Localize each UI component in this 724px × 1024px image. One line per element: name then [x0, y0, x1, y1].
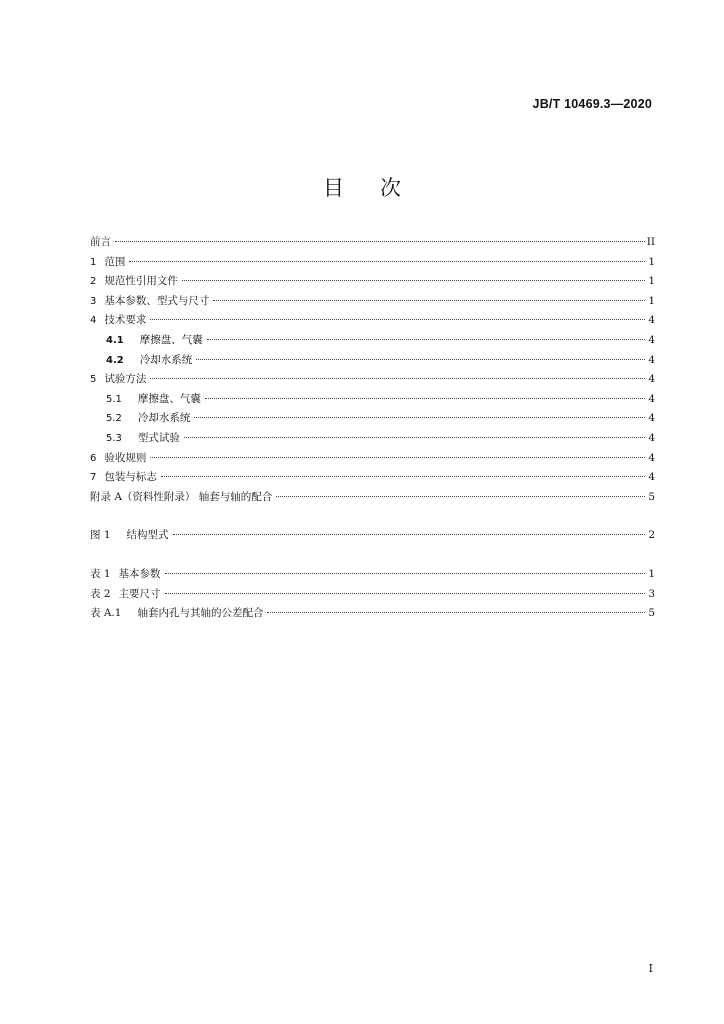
toc-entry-label: 前言 [90, 236, 111, 248]
toc-entry-number: 4.2 [106, 354, 124, 366]
toc-entry-page: 4 [648, 353, 655, 366]
spacer [90, 546, 655, 565]
toc-entry-number: 表 2 [90, 587, 111, 600]
toc-entry-label: 验收规则 [104, 451, 147, 464]
toc-entry-page: 3 [648, 587, 655, 600]
toc-entry-number: 5.1 [106, 393, 122, 405]
dot-leader [150, 378, 645, 379]
toc-entry-page: 4 [648, 412, 655, 425]
toc-entry-basic-parameters[interactable] [90, 292, 655, 312]
dot-leader [207, 339, 645, 340]
toc-entry-label: 摩擦盘、气囊 [139, 333, 203, 346]
toc-entry-label: 规范性引用文件 [104, 275, 178, 288]
toc-entry-label: 冷却水系统 [137, 412, 191, 425]
toc-entry-page: II [646, 236, 655, 248]
toc-entry-label: 摩擦盘、气囊 [137, 392, 201, 405]
toc-entry-label: 轴套内孔与其轴的公差配合 [137, 607, 264, 620]
toc-entry-page: 4 [648, 431, 655, 444]
dot-leader [165, 573, 645, 574]
toc-entry-label: 型式试验 [137, 431, 180, 444]
toc-entry-number: 5 [90, 374, 97, 386]
page-number: I [648, 962, 653, 975]
toc-entry-label: 基本参数、型式与尺寸 [104, 294, 210, 307]
toc-entry-label: 冷却水系统 [139, 353, 193, 366]
toc-entry-table-1[interactable] [90, 565, 655, 585]
toc-entry-number: 附录 A [90, 490, 122, 503]
toc-entry-page: 5 [648, 490, 655, 503]
toc-entry-label: 基本参数 [118, 567, 161, 580]
dot-leader [115, 241, 645, 242]
toc-entry-page: 4 [648, 314, 655, 327]
toc-entry-page: 5 [648, 607, 655, 620]
toc-entry-number: 图 1 [90, 529, 111, 542]
toc-entry-number: 4.1 [106, 334, 124, 346]
toc-entry-page: 1 [648, 275, 655, 288]
toc-entry-page: 1 [648, 567, 655, 580]
dot-leader [276, 496, 645, 497]
toc-entry-number: 5.3 [106, 432, 122, 444]
toc-entry-number: 6 [90, 452, 97, 464]
toc-entry-number: 表 1 [90, 567, 111, 580]
toc-entry-label: 结构型式 [126, 529, 169, 542]
toc-entry-foreword[interactable] [90, 233, 655, 253]
toc-entry-number: 表 A.1 [90, 607, 122, 620]
toc-entry-5-3[interactable] [90, 429, 655, 449]
dot-leader [161, 476, 645, 477]
toc-entry-number: 5.2 [106, 413, 122, 425]
toc-entry-scope[interactable] [90, 253, 655, 273]
toc-entry-number: 2 [90, 276, 97, 288]
dot-leader [194, 417, 645, 418]
toc-entry-number: 3 [90, 295, 97, 307]
toc-entry-page: 4 [648, 373, 655, 386]
toc-title-part2: 次 [380, 176, 401, 200]
dot-leader [196, 359, 645, 360]
toc-entry-page: 1 [648, 255, 655, 268]
toc-entry-test-methods[interactable] [90, 370, 655, 390]
dot-leader [150, 319, 645, 320]
standard-code: JB/T 10469.3—2020 [532, 97, 652, 111]
toc-entry-table-a1[interactable] [90, 604, 655, 624]
toc-entry-number: 7 [90, 472, 97, 484]
toc-entry-page: 4 [648, 333, 655, 346]
toc-entry-label: 包装与标志 [104, 471, 157, 484]
toc-entry-page: 4 [648, 471, 655, 484]
toc-entry-label: 技术要求 [104, 314, 147, 327]
toc-entry-number: 4 [90, 315, 97, 327]
toc-entry-label: （资料性附录） 轴套与轴的配合 [121, 490, 273, 503]
dot-leader [182, 280, 645, 281]
toc-entry-4-1[interactable] [90, 331, 655, 351]
toc-entry-table-2[interactable] [90, 585, 655, 605]
toc-entry-4-2[interactable] [90, 351, 655, 371]
dot-leader [184, 437, 645, 438]
toc-entry-page: 4 [648, 392, 655, 405]
toc-entry-figure-1[interactable] [90, 526, 655, 546]
toc-entry-page: 2 [648, 529, 655, 542]
toc-entry-acceptance-rules[interactable] [90, 449, 655, 469]
dot-leader [213, 300, 645, 301]
toc-entry-5-1[interactable] [90, 390, 655, 410]
toc-entry-page: 1 [648, 294, 655, 307]
dot-leader [267, 612, 645, 613]
toc-entry-label: 试验方法 [104, 373, 147, 386]
dot-leader [129, 261, 645, 262]
spacer [90, 507, 655, 526]
dot-leader [173, 534, 645, 535]
toc-entry-annex-a[interactable] [90, 488, 655, 508]
dot-leader [165, 593, 645, 594]
toc-entry-packaging-marking[interactable] [90, 468, 655, 488]
dot-leader [205, 398, 645, 399]
toc-entry-label: 范围 [104, 255, 126, 268]
toc-entry-5-2[interactable] [90, 409, 655, 429]
toc-entry-normative-references[interactable] [90, 272, 655, 292]
toc-entry-number: 1 [90, 256, 97, 268]
toc-entry-label: 主要尺寸 [118, 587, 161, 600]
toc-title [0, 172, 724, 202]
dot-leader [150, 457, 645, 458]
table-of-contents [90, 233, 655, 624]
toc-entry-technical-requirements[interactable] [90, 311, 655, 331]
toc-entry-page: 4 [648, 451, 655, 464]
toc-title-part1: 目 [323, 176, 344, 200]
